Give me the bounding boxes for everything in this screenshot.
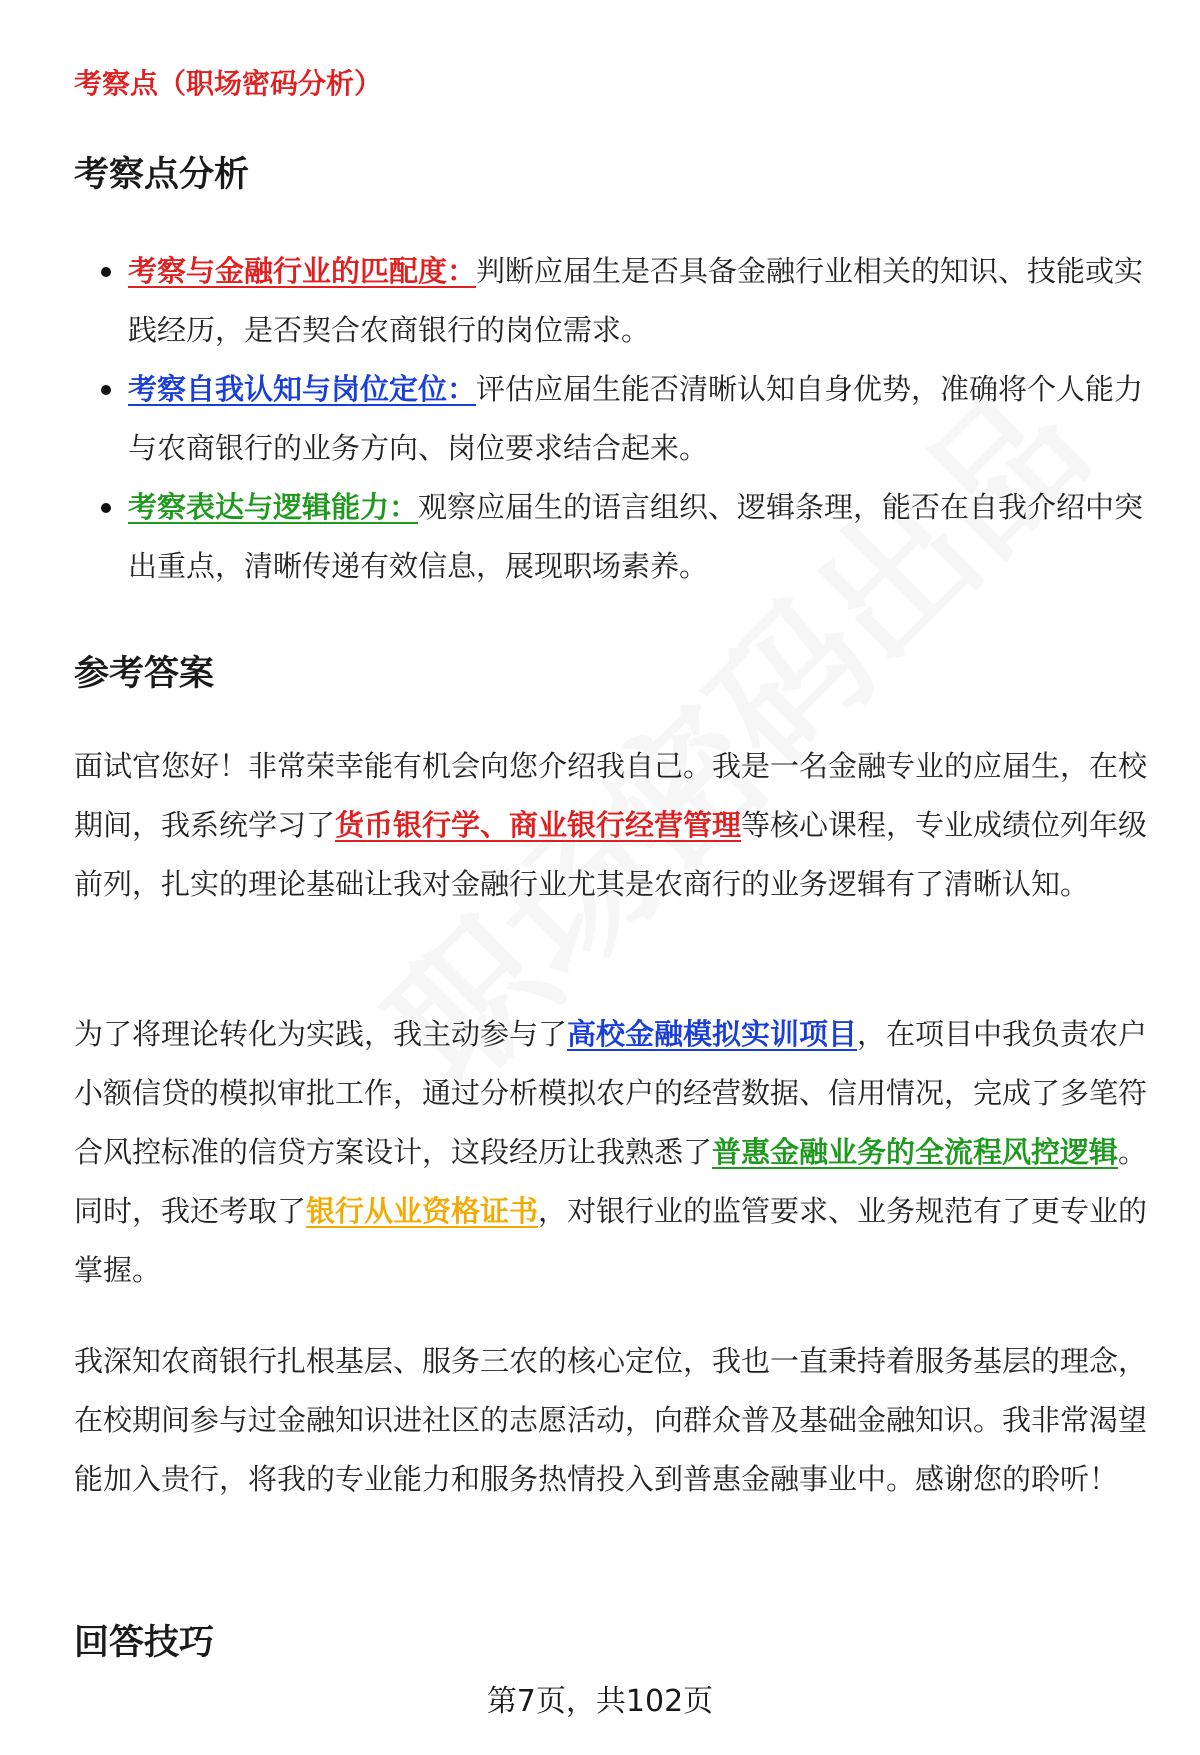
bullet-keyword: 考察自我认知与岗位定位： (128, 372, 477, 406)
analysis-bullet-list (74, 242, 1154, 596)
answer-paragraph-2 (74, 1005, 1154, 1300)
section-title-tips: 回答技巧 (74, 1623, 215, 1663)
paragraph-text: 。同时，我还考取了 (74, 1135, 1148, 1228)
answer-paragraph-1 (74, 737, 1154, 914)
top-heading: 考察点（职场密码分析） (74, 67, 383, 100)
section-title-analysis: 考察点分析 (74, 155, 250, 195)
highlight-courses: 货币银行学、商业银行经营管理 (335, 808, 742, 842)
page-number-footer: 第7页，共102页 (486, 1684, 714, 1719)
highlight-project: 高校金融模拟实训项目 (567, 1017, 858, 1051)
bullet-item (74, 478, 1154, 596)
bullet-text: 判断应届生是否具备金融行业相关的知识、技能或实践经历，是否契合农商银行的岗位需求。 (128, 254, 1144, 347)
paragraph-text: ，对银行业的监管要求、业务规范有了更专业的掌握。 (74, 1194, 1148, 1287)
bullet-item (74, 360, 1154, 478)
paragraph-text: ，在项目中我负责农户小额信贷的模拟审批工作，通过分析模拟农户的经营数据、信用情况，完成了多笔符合风控标准的信贷方案设计，这段经历让我熟悉了 (74, 1017, 1148, 1169)
paragraph-text: 面试官您好！非常荣幸能有机会向您介绍我自己。我是一名金融专业的应届生，在校期间，我系统学习了 (74, 749, 1148, 842)
section-title-answer: 参考答案 (74, 654, 215, 694)
paragraph-text: 等核心课程，专业成绩位列年级前列，扎实的理论基础让我对金融行业尤其是农商行的业务逻辑有了清晰认知。 (74, 808, 1148, 901)
answer-paragraph-3: 我深知农商银行扎根基层、服务三农的核心定位，我也一直秉持着服务基层的理念，在校期间参与过金融知识进社区的志愿活动，向群众普及基础金融知识。我非常渴望能加入贵行，将我的专业能力和服务热情投入到普惠金融事业中。感谢您的聆听！ (74, 1344, 1148, 1496)
bullet-keyword: 考察与金融行业的匹配度： (128, 254, 477, 288)
bullet-dot-icon (101, 503, 111, 513)
bullet-item (74, 242, 1154, 360)
bullet-keyword: 考察表达与逻辑能力： (128, 490, 419, 524)
bullet-text: 评估应届生能否清晰认知自身优势，准确将个人能力与农商银行的业务方向、岗位要求结合起来。 (128, 372, 1144, 465)
highlight-certificate: 银行从业资格证书 (306, 1194, 539, 1228)
bullet-dot-icon (101, 267, 111, 277)
paragraph-text: 为了将理论转化为实践，我主动参与了 (74, 1017, 568, 1051)
bullet-text: 观察应届生的语言组织、逻辑条理，能否在自我介绍中突出重点，清晰传递有效信息，展现职场素养。 (128, 490, 1144, 583)
bullet-dot-icon (101, 385, 111, 395)
highlight-risk-control: 普惠金融业务的全流程风控逻辑 (712, 1135, 1119, 1169)
